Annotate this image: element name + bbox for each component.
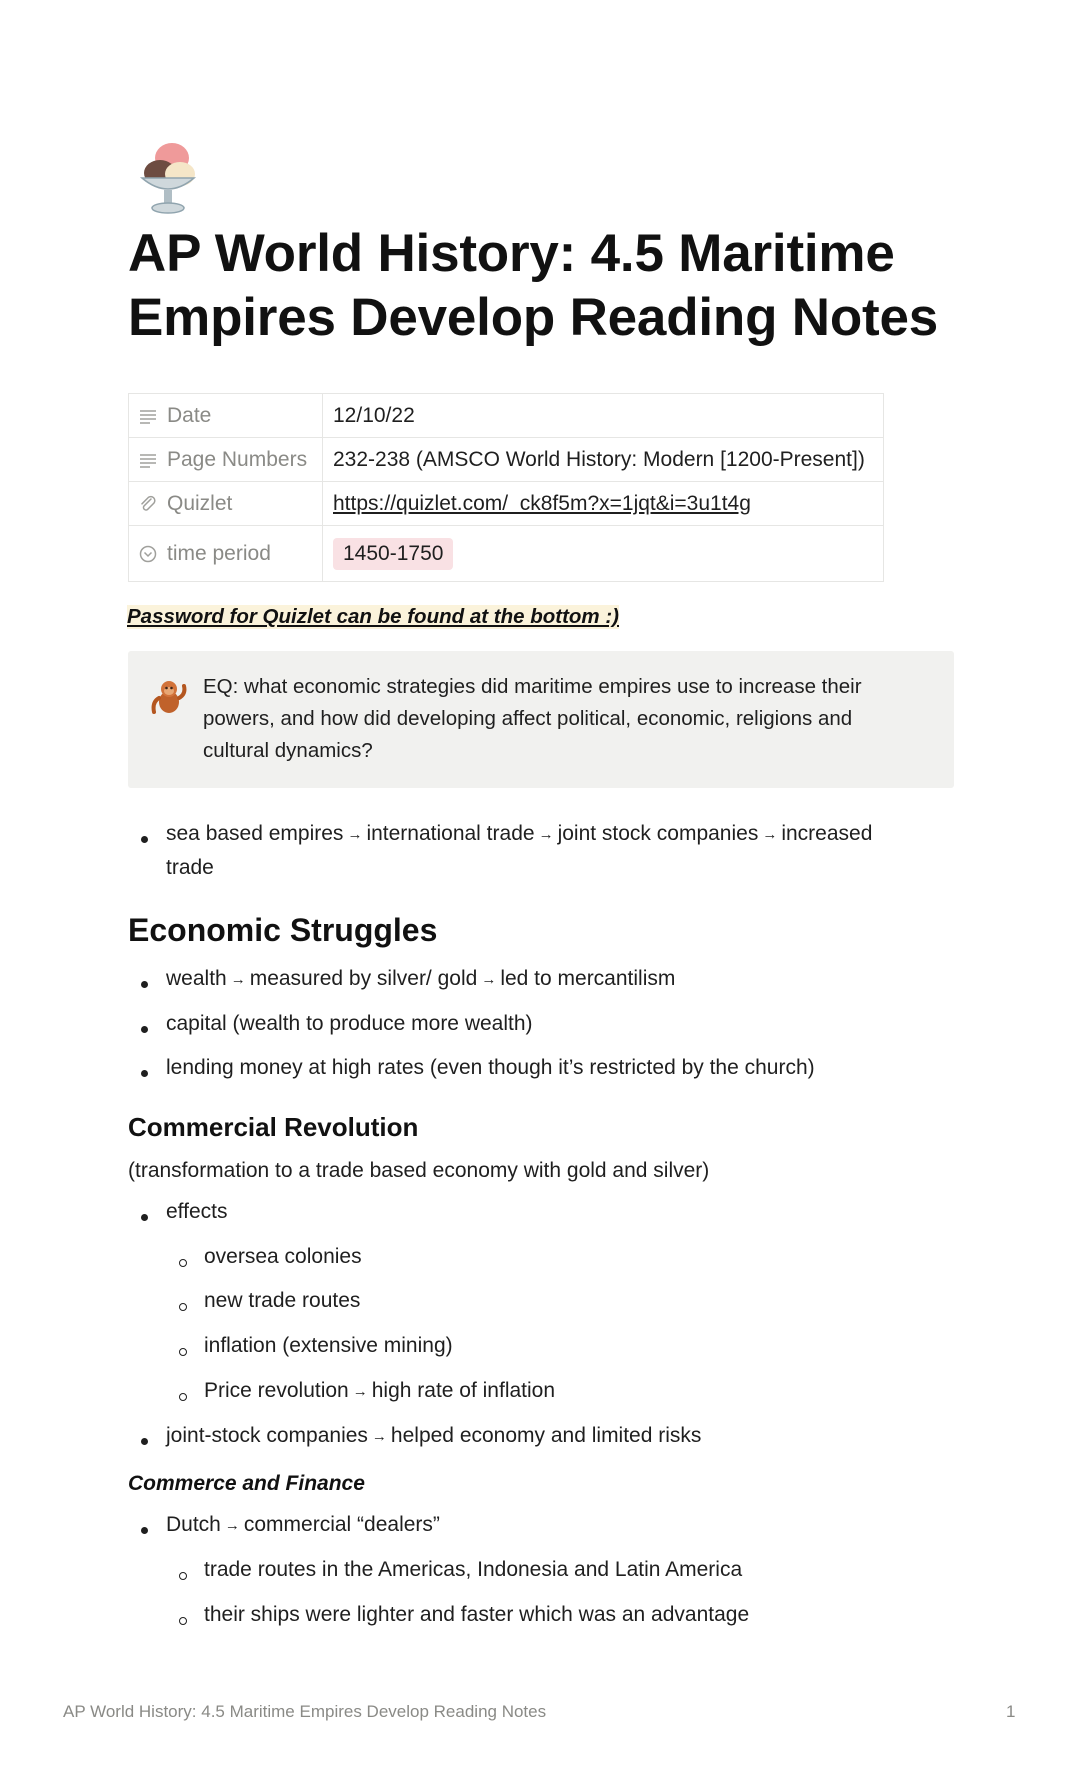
bullet-dot bbox=[141, 1438, 148, 1445]
list-item-text: measured by silver/ gold bbox=[249, 967, 478, 990]
list-item: capital (wealth to produce more wealth) bbox=[166, 1012, 533, 1035]
bullet-circle bbox=[179, 1393, 187, 1401]
arrow-icon: → bbox=[347, 826, 363, 843]
list-item bbox=[204, 1375, 555, 1409]
arrow-icon: → bbox=[371, 1428, 387, 1445]
page-title: AP World History: 4.5 Maritime Empires Develop Reading Notes bbox=[128, 224, 939, 347]
list-item-text: sea based empires bbox=[166, 822, 344, 845]
list-item-text: commercial “dealers” bbox=[243, 1513, 440, 1536]
bullet-circle bbox=[179, 1259, 187, 1267]
list-item-text: helped economy and limited risks bbox=[390, 1424, 702, 1447]
callout bbox=[128, 651, 954, 788]
property-key bbox=[129, 482, 323, 526]
bullet-dot bbox=[141, 1026, 148, 1033]
list-item-text: joint stock companies bbox=[557, 822, 759, 845]
property-row bbox=[129, 482, 884, 526]
list-item bbox=[166, 963, 675, 997]
list-item: effects bbox=[166, 1200, 228, 1223]
orangutan-icon bbox=[150, 678, 188, 716]
list-item: lending money at high rates (even though it’s restricted by the church) bbox=[166, 1056, 815, 1079]
time-period-tag[interactable]: 1450-1750 bbox=[333, 538, 453, 570]
property-key-label: Quizlet bbox=[167, 491, 233, 515]
list-item-text: joint-stock companies bbox=[166, 1424, 368, 1447]
section-heading-commerce-and-finance: Commerce and Finance bbox=[128, 1472, 365, 1495]
paragraph: (transformation to a trade based economy with gold and silver) bbox=[128, 1159, 710, 1182]
bullet-dot bbox=[141, 1214, 148, 1221]
section-heading-commercial-revolution: Commercial Revolution bbox=[128, 1112, 419, 1142]
footer-title: AP World History: 4.5 Maritime Empires Develop Reading Notes bbox=[63, 1702, 547, 1721]
property-key-label: time period bbox=[167, 541, 271, 565]
arrow-icon: → bbox=[762, 826, 778, 843]
arrow-icon: → bbox=[230, 971, 246, 988]
bullet-dot bbox=[141, 1070, 148, 1077]
paperclip-icon bbox=[139, 495, 159, 513]
quizlet-password-note: Password for Quizlet can be found at the bottom :) bbox=[127, 605, 620, 628]
property-row bbox=[129, 394, 884, 438]
list-item bbox=[166, 1509, 440, 1543]
date-value[interactable]: 12/10/22 bbox=[323, 394, 884, 438]
arrow-icon: → bbox=[352, 1383, 368, 1400]
arrow-icon: → bbox=[224, 1517, 240, 1534]
list-item bbox=[166, 1420, 701, 1454]
bullet-dot bbox=[141, 981, 148, 988]
list-item: inflation (extensive mining) bbox=[204, 1334, 453, 1357]
text-lines-icon bbox=[139, 408, 159, 424]
bullet-dot bbox=[141, 1527, 148, 1534]
bullet-circle bbox=[179, 1348, 187, 1356]
page-numbers-value[interactable]: 232-238 (AMSCO World History: Modern [1200-Present]) bbox=[323, 438, 884, 482]
list-item-text: led to mercantilism bbox=[500, 967, 676, 990]
bullet-circle bbox=[179, 1303, 187, 1311]
property-key-label: Page Numbers bbox=[167, 447, 308, 471]
properties-table bbox=[128, 393, 884, 582]
quizlet-link[interactable]: https://quizlet.com/_ck8f5m?x=1jqt&i=3u1t4g bbox=[333, 491, 751, 515]
text-lines-icon bbox=[139, 452, 159, 468]
list-item-text: wealth bbox=[166, 967, 227, 990]
list-item-text: increased trade bbox=[166, 822, 873, 879]
ice-cream-sundae-icon bbox=[136, 138, 200, 216]
list-item-text: high rate of inflation bbox=[371, 1379, 556, 1402]
bullet-circle bbox=[179, 1617, 187, 1625]
property-key bbox=[129, 526, 323, 582]
list-item: new trade routes bbox=[204, 1289, 361, 1312]
page-number: 1 bbox=[1006, 1702, 1016, 1721]
property-key bbox=[129, 438, 323, 482]
list-item-text: Price revolution bbox=[204, 1379, 349, 1402]
bullet-dot bbox=[141, 836, 148, 843]
property-key bbox=[129, 394, 323, 438]
list-item-text: Dutch bbox=[166, 1513, 221, 1536]
list-item-text: international trade bbox=[366, 822, 535, 845]
arrow-icon: → bbox=[538, 826, 554, 843]
arrow-icon: → bbox=[481, 971, 497, 988]
list-item: trade routes in the Americas, Indonesia and Latin America bbox=[204, 1558, 743, 1581]
property-key-label: Date bbox=[167, 403, 212, 427]
bullet-circle bbox=[179, 1572, 187, 1580]
list-item: their ships were lighter and faster which was an advantage bbox=[204, 1603, 750, 1626]
section-heading-economic-struggles: Economic Struggles bbox=[128, 912, 438, 948]
essential-question: EQ: what economic strategies did maritime empires use to increase their powers, and how did developing affect political, economic, religions and cultural dynamics? bbox=[203, 675, 862, 762]
list-item: oversea colonies bbox=[204, 1245, 362, 1268]
property-row bbox=[129, 526, 884, 582]
select-circle-icon bbox=[139, 545, 159, 563]
property-row bbox=[129, 438, 884, 482]
list-item bbox=[166, 818, 926, 884]
